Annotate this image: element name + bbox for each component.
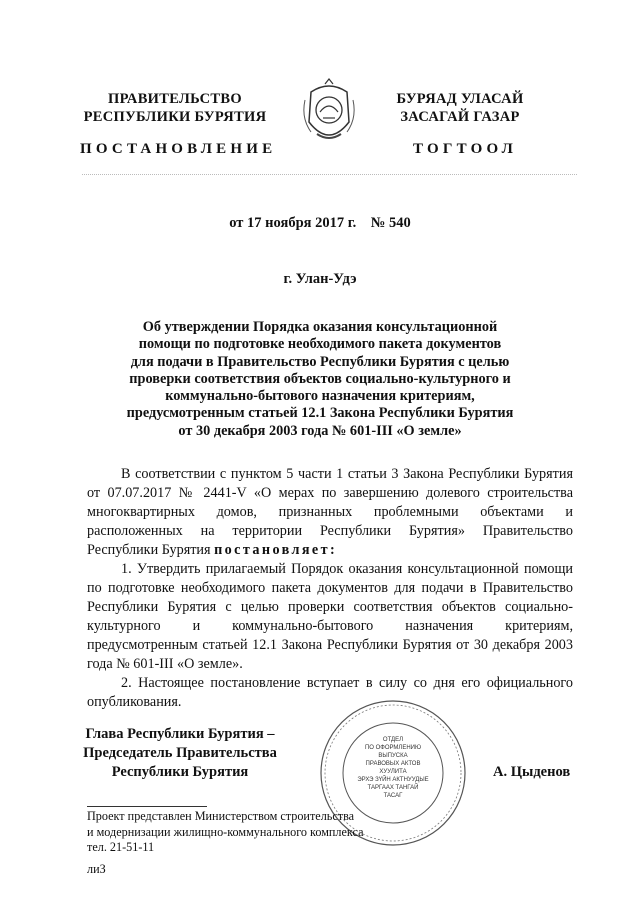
footer-phone: тел. 21-51-11 bbox=[87, 840, 155, 854]
stamp-line: ТАСАГ bbox=[383, 793, 403, 799]
stamp-line: ПО ОФОРМЛЕНИЮ bbox=[364, 745, 422, 751]
footer-line: и модернизации жилищно-коммунального комплекса bbox=[87, 824, 364, 839]
doc-type-left: ПОСТАНОВЛЕНИЕ bbox=[80, 141, 277, 157]
stamp-line: ВЫПУСКА bbox=[378, 753, 408, 759]
signatory-position bbox=[75, 725, 285, 782]
coat-of-arms-icon bbox=[297, 78, 361, 150]
stamp-line: ПРАВОВЫХ АКТОВ bbox=[365, 761, 421, 767]
title-line: для подачи в Правительство Республики Бурятия с целью bbox=[130, 353, 510, 370]
header-left-line1: ПРАВИТЕЛЬСТВО bbox=[108, 91, 242, 107]
stamp-line: ТАРГААХ ТАНГАЙ bbox=[367, 785, 419, 791]
footer-code: лиЗ bbox=[87, 862, 106, 876]
preamble-text: В соответствии с пунктом 5 части 1 статьи 3 Закона Республики Бурятия от 07.07.2017 № 2441-V «О мерах по завершению долевого строительства многоквартирных домов, признанных проблемными объектами и расположенных на территории Республики Бурятия» Правительство Республики Бурятия bbox=[87, 466, 573, 558]
signatory-name: А. Цыденов bbox=[493, 764, 571, 780]
signatory-line: Председатель Правительства bbox=[83, 745, 277, 761]
stamp-line: ОТДЕЛ bbox=[382, 737, 404, 743]
footer-line: Проект представлен Министерством строительства bbox=[87, 809, 355, 823]
header-right bbox=[375, 90, 545, 126]
date-number: от 17 ноября 2017 г. № 540 bbox=[229, 215, 411, 231]
footer-rule bbox=[87, 806, 207, 807]
document-title bbox=[108, 319, 532, 440]
item-1-paragraph bbox=[87, 560, 573, 674]
item-1-text: 1. Утвердить прилагаемый Порядок оказания консультационной помощи по подготовке необходимого пакета документов для подачи в Правительство Республики Бурятия с целью проверки соответствия объектов социально-культурного и коммунально-бытового назначения критериям, предусмотренным статьей 12.1 Закона Республики Бурятия от 30 декабря 2003 года № 601-III «О земле». bbox=[87, 561, 573, 672]
header-right-line2: ЗАСАГАЙ ГАЗАР bbox=[400, 109, 520, 125]
signatory-line: Глава Республики Бурятия – bbox=[85, 726, 275, 742]
title-line: проверки соответствия объектов социально-культурного и bbox=[129, 370, 511, 387]
signatory-line: Республики Бурятия bbox=[111, 764, 249, 780]
title-line: коммунально-бытового назначения критериям, bbox=[165, 388, 475, 405]
footer-note bbox=[87, 809, 427, 856]
header-left-line2: РЕСПУБЛИКИ БУРЯТИЯ bbox=[83, 109, 267, 125]
preamble-paragraph: В соответствии с пунктом 5 части 1 статьи 3 Закона Республики Бурятия от 07.07.2017 № 2441-V «О мерах по завершению долевого строительства многоквартирных домов, признанных проблемными объектами и расположенных на территории Республики Бурятия» Правительство Республики Бурятия постановляет: bbox=[87, 466, 573, 558]
title-line: помощи по подготовке необходимого пакета документов bbox=[138, 336, 502, 353]
header-right-line1: БУРЯАД УЛАСАЙ bbox=[396, 91, 524, 107]
stamp-line: ЭРХЭ ЗҮЙН АКТНУУДЫЕ bbox=[357, 777, 429, 783]
header-left bbox=[80, 90, 270, 126]
decree-word: постановляет bbox=[214, 542, 330, 558]
stamp-line: ХУУЛИТА bbox=[379, 769, 407, 775]
title-line: от 30 декабря 2003 года № 601-III «О земле» bbox=[178, 422, 462, 439]
city: г. Улан-Удэ bbox=[283, 271, 357, 287]
header-divider bbox=[82, 174, 577, 179]
item-2-text: 2. Настоящее постановление вступает в силу со дня его официального опубликования. bbox=[87, 675, 573, 710]
title-line: Об утверждении Порядка оказания консультационной bbox=[142, 319, 498, 335]
doc-type-right: ТОГТООЛ bbox=[413, 141, 517, 157]
title-line: предусмотренным статьей 12.1 Закона Республики Бурятия bbox=[126, 405, 514, 422]
